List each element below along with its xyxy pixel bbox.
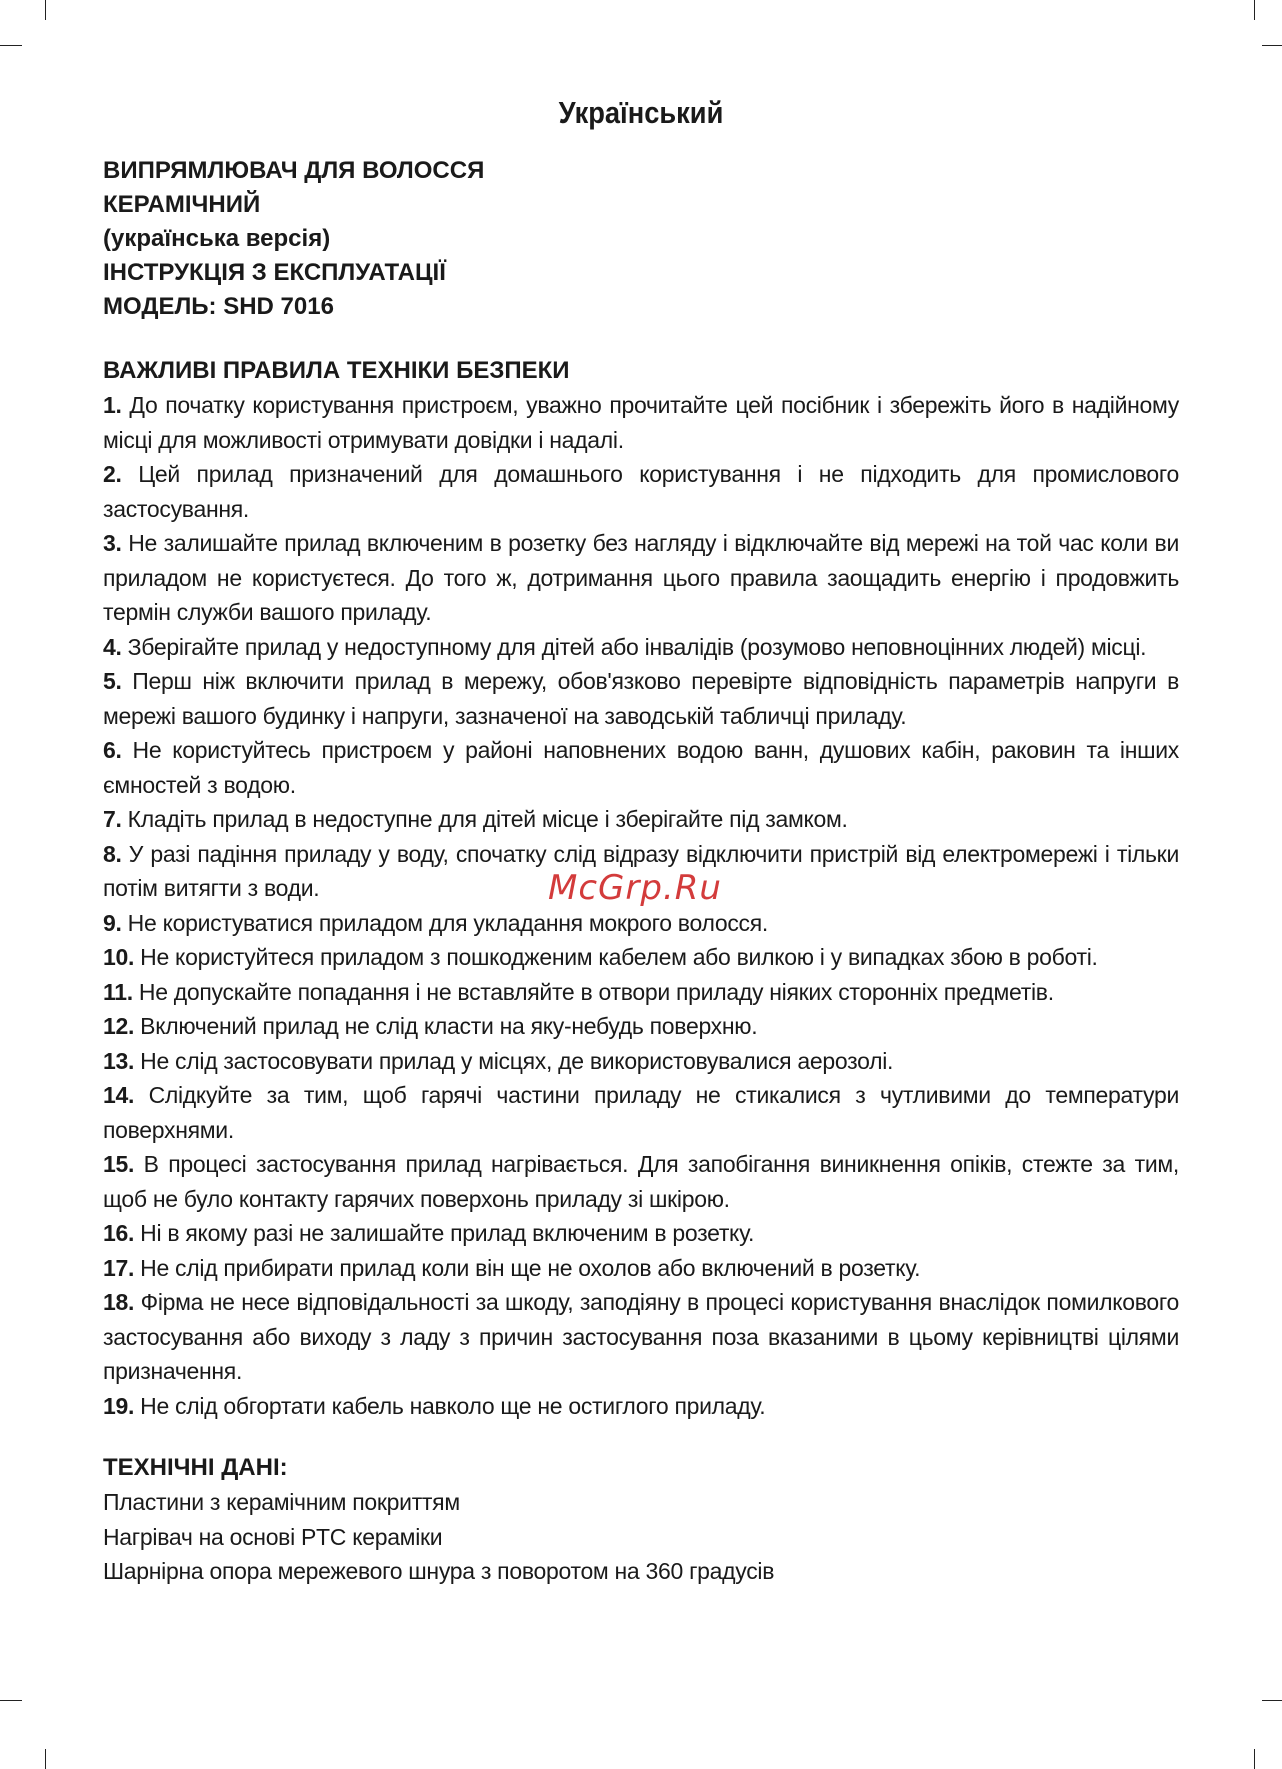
rule-number: 12.	[103, 1013, 135, 1039]
rule-text: Не залишайте прилад включеним в розетку без нагляду і відключайте від мережі на той час коли ви приладом не користуєтеся. До того ж, дотримання цього правила заощадить енергію і продовжить термін служби вашого приладу.	[103, 530, 1179, 625]
rule-number: 19.	[103, 1392, 135, 1419]
product-line-1: ВИПРЯМЛЮВАЧ ДЛЯ ВОЛОССЯ	[103, 157, 485, 184]
rule-number: 17.	[103, 1254, 135, 1281]
rule-number: 15.	[103, 1151, 135, 1177]
crop-mark-top-left-h	[0, 45, 22, 46]
rule-number: 11.	[103, 978, 133, 1005]
rule-number: 16.	[103, 1220, 135, 1246]
rule-text: Включений прилад не слід класти на яку-небудь поверхню.	[134, 1013, 758, 1039]
rule-number: 1.	[103, 392, 122, 418]
rule-number: 4.	[103, 633, 122, 660]
rule-17	[103, 1251, 1179, 1286]
rule-9	[103, 906, 1179, 941]
rule-text: Не користуватися приладом для укладання мокрого волосся.	[121, 909, 768, 936]
rule-14	[103, 1078, 1179, 1147]
rule-text: Не користуйтесь пристроєм у районі наповнених водою ванн, душових кабін, раковин та інших ємностей з водою.	[103, 737, 1179, 798]
rule-number: 8.	[103, 840, 122, 867]
rule-number: 5.	[103, 668, 122, 694]
rule-text: В процесі застосування прилад нагрівається. Для запобігання виникнення опіків, стежте за тим, щоб не було контакту гарячих поверхонь приладу зі шкірою.	[103, 1151, 1179, 1212]
rule-number: 6.	[103, 737, 122, 763]
rule-number: 9.	[103, 909, 122, 936]
rule-text: Фірма не несе відповідальності за шкоду, заподіяну в процесі користування внаслідок помилкового застосування або виходу з ладу з причин застосування поза вказаними в цьому керівництві цілями призначення.	[103, 1289, 1179, 1384]
rule-number: 7.	[103, 806, 122, 832]
tech-item: Шарнірна опора мережевого шнура з поворотом на 360 градусів	[103, 1558, 775, 1584]
rule-3	[103, 526, 1179, 630]
rule-1	[103, 388, 1179, 457]
rule-number: 14.	[103, 1082, 135, 1108]
rule-4	[103, 630, 1179, 665]
rule-number: 18.	[103, 1289, 135, 1315]
rule-16	[103, 1216, 1179, 1251]
rule-12	[103, 1009, 1179, 1044]
rule-5	[103, 664, 1179, 733]
product-line-3: (українська версія)	[103, 225, 331, 252]
safety-title: ВАЖЛИВІ ПРАВИЛА ТЕХНІКИ БЕЗПЕКИ	[103, 357, 570, 384]
rule-text: Не слід застосовувати прилад у місцях, де використовувалися аерозолі.	[134, 1047, 894, 1074]
crop-mark-bottom-right-h	[1262, 1700, 1282, 1701]
rule-text: Цей прилад призначений для домашнього користування і не підходить для промислового застосування.	[103, 461, 1179, 522]
rule-number: 13.	[103, 1047, 135, 1074]
crop-mark-bottom-left-h	[0, 1700, 22, 1701]
page-title: Український	[558, 95, 724, 130]
rule-text: Не допускайте попадання і не вставляйте в отвори приладу ніяких сторонніх предметів.	[132, 978, 1054, 1005]
rule-text: Ні в якому разі не залишайте прилад включеним в розетку.	[134, 1220, 755, 1246]
rule-11	[103, 975, 1179, 1010]
rule-10	[103, 940, 1179, 975]
crop-mark-bottom-left-v	[45, 1749, 46, 1769]
rule-text: Слідкуйте за тим, щоб гарячі частини приладу не стикалися з чутливими до температури поверхнями.	[103, 1082, 1179, 1143]
crop-mark-top-right-v	[1254, 0, 1255, 20]
crop-mark-top-left-v	[45, 0, 46, 20]
rule-15	[103, 1147, 1179, 1216]
rule-number: 10.	[103, 944, 135, 970]
rule-18	[103, 1285, 1179, 1389]
rule-7	[103, 802, 1179, 837]
tech-item: Нагрівач на основі PTC кераміки	[103, 1523, 443, 1550]
rule-text: Кладіть прилад в недоступне для дітей місце і зберігайте під замком.	[121, 806, 848, 832]
rule-text: Не слід прибирати прилад коли він ще не охолов або включений в розетку.	[134, 1254, 921, 1281]
rule-text: Не користуйтеся приладом з пошкодженим кабелем або вилкою і у випадках збою в роботі.	[134, 944, 1098, 970]
product-header	[103, 154, 1179, 324]
rule-text: Не слід обгортати кабель навколо ще не остиглого приладу.	[134, 1392, 766, 1419]
rule-text: Перш ніж включити прилад в мережу, обов'язково перевірте відповідність параметрів напруги в мережі вашого будинку і напруги, зазначеної на заводській табличці приладу.	[103, 668, 1179, 729]
tech-title: ТЕХНІЧНІ ДАНІ:	[103, 1454, 288, 1481]
rule-6	[103, 733, 1179, 802]
tech-list	[103, 1485, 1179, 1589]
rule-19	[103, 1389, 1179, 1424]
product-line-5: МОДЕЛЬ: SHD 7016	[103, 293, 334, 320]
watermark: McGrp.Ru	[548, 868, 722, 908]
rule-2	[103, 457, 1179, 526]
rule-number: 3.	[103, 530, 122, 556]
rule-text: Зберігайте прилад у недоступному для дітей або інвалідів (розумово неповноцінних людей) місці.	[121, 633, 1147, 660]
rule-text: До початку користування пристроєм, уважно прочитайте цей посібник і збережіть його в надійному місці для можливості отримувати довідки і надалі.	[103, 392, 1179, 453]
rule-number: 2.	[103, 461, 122, 487]
crop-mark-top-right-h	[1262, 45, 1282, 46]
rule-13	[103, 1044, 1179, 1079]
tech-item: Пластини з керамічним покриттям	[103, 1489, 460, 1515]
crop-mark-bottom-right-v	[1254, 1749, 1255, 1769]
rule-text: У разі падіння приладу у воду, спочатку слід відразу відключити пристрій від електромережі і тільки потім витягти з води.	[103, 840, 1179, 901]
product-line-4: ІНСТРУКЦІЯ З ЕКСПЛУАТАЦІЇ	[103, 259, 446, 286]
product-line-2: КЕРАМІЧНИЙ	[103, 191, 261, 218]
